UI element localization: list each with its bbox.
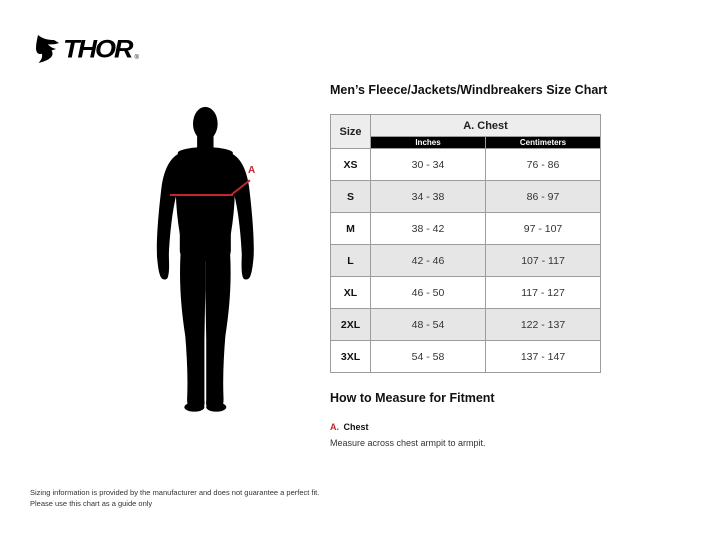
cell-inches: 46 - 50 [371, 277, 486, 309]
cell-inches: 34 - 38 [371, 181, 486, 213]
measure-item-label: Chest [343, 422, 369, 432]
disclaimer-line-2: Please use this chart as a guide only [30, 498, 153, 508]
cell-size: 2XL [331, 309, 371, 341]
column-header-size: Size [331, 115, 371, 149]
size-chart-table-head [331, 115, 601, 149]
size-chart-title: Men’s Fleece/Jackets/Windbreakers Size Chart [330, 83, 608, 97]
cell-cm: 86 - 97 [486, 181, 601, 213]
cell-inches: 48 - 54 [371, 309, 486, 341]
cell-size: S [331, 181, 371, 213]
chest-measure-line [170, 194, 233, 196]
cell-cm: 97 - 107 [486, 213, 601, 245]
table-row [331, 341, 601, 373]
registered-mark: ® [134, 55, 139, 61]
size-chart-table [330, 114, 601, 373]
sizing-disclaimer [30, 488, 319, 510]
measure-guide-heading: How to Measure for Fitment [330, 391, 495, 405]
cell-inches: 38 - 42 [371, 213, 486, 245]
cell-size: L [331, 245, 371, 277]
cell-cm: 107 - 117 [486, 245, 601, 277]
cell-inches: 30 - 34 [371, 149, 486, 181]
table-row [331, 181, 601, 213]
table-row [331, 309, 601, 341]
thor-helmet-icon [34, 35, 60, 63]
cell-size: M [331, 213, 371, 245]
table-row [331, 213, 601, 245]
brand-logo [34, 34, 139, 64]
cell-size: XS [331, 149, 371, 181]
measure-guide-item-chest [330, 417, 610, 448]
size-chart-table-body [331, 149, 601, 373]
measure-guide-section [330, 391, 610, 448]
table-row [331, 277, 601, 309]
column-header-inches: Inches [371, 137, 486, 149]
chest-marker-label: A [248, 165, 256, 176]
cell-cm: 76 - 86 [486, 149, 601, 181]
measure-item-key: A. [330, 422, 339, 432]
cell-cm: 137 - 147 [486, 341, 601, 373]
measure-item-description: Measure across chest armpit to armpit. [330, 438, 486, 448]
cell-cm: 122 - 137 [486, 309, 601, 341]
column-header-chest-group: A. Chest [371, 115, 601, 137]
male-figure-silhouette [147, 103, 260, 416]
column-header-centimeters: Centimeters [486, 137, 601, 149]
cell-size: XL [331, 277, 371, 309]
table-row [331, 245, 601, 277]
cell-inches: 42 - 46 [371, 245, 486, 277]
cell-size: 3XL [331, 341, 371, 373]
table-row [331, 149, 601, 181]
cell-inches: 54 - 58 [371, 341, 486, 373]
disclaimer-line-1: Sizing information is provided by the manufacturer and does not guarantee a perfect fit. [30, 488, 320, 497]
cell-cm: 117 - 127 [486, 277, 601, 309]
brand-logo-text: THOR [63, 34, 132, 63]
